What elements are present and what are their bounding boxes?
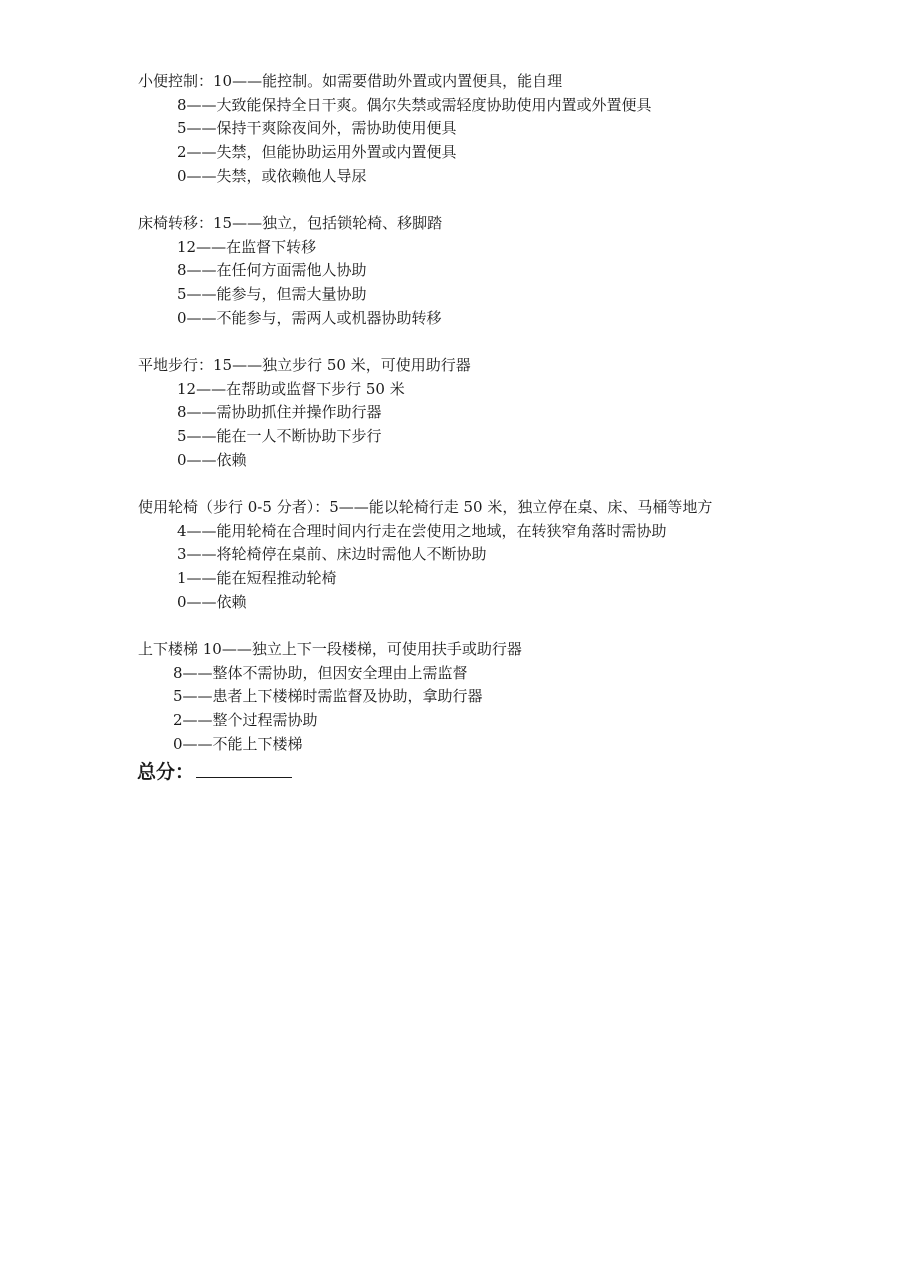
score-item: 8——需协助抓住并操作助行器	[177, 403, 382, 422]
score-item: 8——整体不需协助，但因安全理由上需监督	[173, 663, 468, 682]
section-heading: 使用轮椅（步行 0-5 分者）：5——能以轮椅行走 50 米，独立停在桌、床、马桶等地方	[138, 498, 713, 516]
section-level-walking	[138, 354, 878, 472]
score-item: 5——能在一人不断协助下步行	[177, 427, 382, 446]
total-score-blank[interactable]	[196, 757, 292, 778]
section-urine-control	[138, 70, 878, 188]
score-item: 12——在监督下转移	[177, 237, 317, 256]
score-item: 0——依赖	[177, 592, 247, 611]
total-score	[137, 757, 292, 786]
section-stairs	[138, 638, 878, 756]
score-item: 0——依赖	[177, 450, 247, 469]
section-heading: 平地步行：15——独立步行 50 米，可使用助行器	[138, 356, 471, 374]
score-item: 0——不能上下楼梯	[173, 734, 303, 753]
section-bed-chair-transfer	[138, 212, 878, 330]
score-item: 8——在任何方面需他人协助	[177, 261, 367, 280]
section-heading: 床椅转移：15——独立，包括锁轮椅、移脚踏	[138, 214, 443, 232]
score-item: 8——大致能保持全日干爽。偶尔失禁或需轻度协助使用内置或外置便具	[177, 95, 652, 114]
score-item: 5——患者上下楼梯时需监督及协助，拿助行器	[173, 687, 483, 706]
score-item: 5——保持干爽除夜间外，需协助使用便具	[177, 119, 457, 138]
score-item: 5——能参与，但需大量协助	[177, 285, 367, 304]
score-item: 12——在帮助或监督下步行 50 米	[177, 379, 405, 398]
score-item: 4——能用轮椅在合理时间内行走在尝使用之地域，在转狭窄角落时需协助	[177, 521, 667, 540]
score-item: 2——整个过程需协助	[173, 711, 318, 730]
section-heading: 小便控制：10——能控制。如需要借助外置或内置便具，能自理	[138, 72, 563, 90]
score-item: 2——失禁，但能协助运用外置或内置便具	[177, 143, 457, 162]
score-item: 1——能在短程推动轮椅	[177, 569, 337, 588]
score-item: 0——失禁，或依赖他人导尿	[177, 166, 367, 185]
section-wheelchair-use	[138, 496, 878, 614]
total-score-label: 总分：	[137, 761, 195, 783]
score-item: 0——不能参与，需两人或机器协助转移	[177, 308, 442, 327]
score-item: 3——将轮椅停在桌前、床边时需他人不断协助	[177, 545, 487, 564]
section-heading: 上下楼梯 10——独立上下一段楼梯，可使用扶手或助行器	[138, 640, 522, 658]
